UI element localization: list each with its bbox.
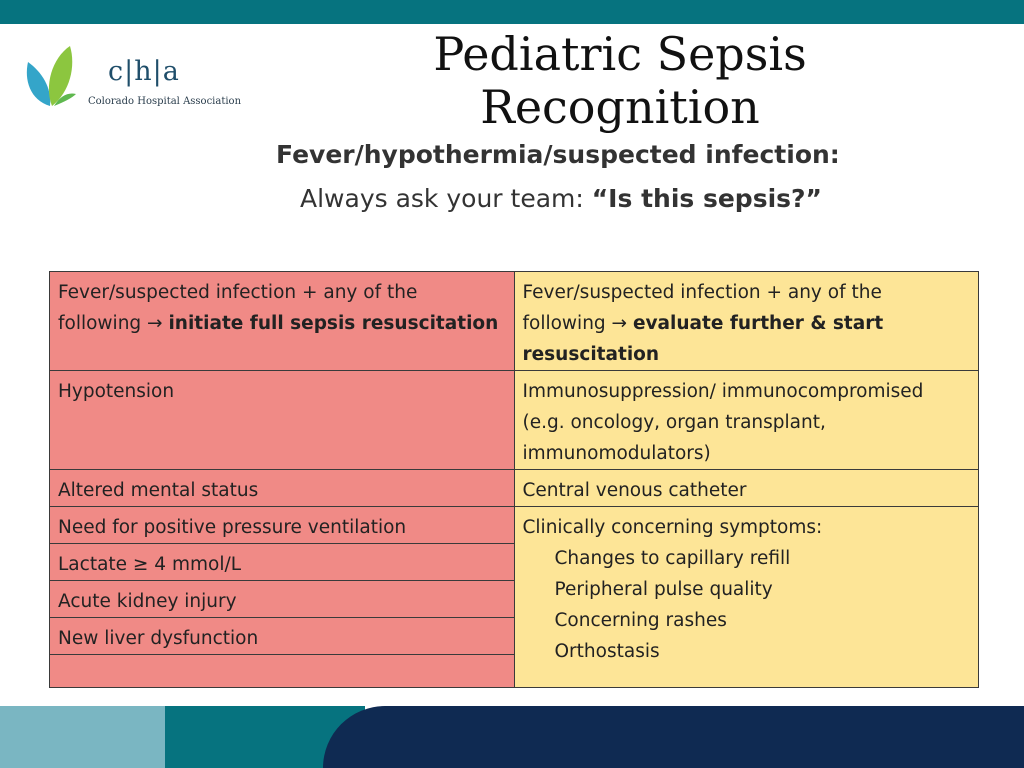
cha-logo	[24, 44, 242, 110]
sepsis-criteria-table	[49, 271, 979, 688]
left-item-new-liver-dysfunction: New liver dysfunction	[50, 618, 515, 655]
team-prompt	[300, 184, 822, 213]
right-header-cell	[514, 272, 979, 371]
footer-band-light	[0, 706, 165, 768]
table-row	[50, 470, 979, 507]
right-symptoms-cell	[514, 507, 979, 688]
left-header-prefix: Fever/suspected infection + any of the following →	[58, 282, 418, 334]
prompt-prefix: Always ask your team:	[300, 184, 592, 213]
table-row	[50, 371, 979, 470]
table-header-row	[50, 272, 979, 371]
left-item-hypotension: Hypotension	[50, 371, 515, 470]
table-row	[50, 507, 979, 544]
left-item-positive-pressure-ventilation: Need for positive pressure ventilation	[50, 507, 515, 544]
logo-wordmark: c|h|a	[108, 56, 180, 87]
left-item-altered-mental-status: Altered mental status	[50, 470, 515, 507]
left-item-acute-kidney-injury: Acute kidney injury	[50, 581, 515, 618]
right-header-emphasis: evaluate further & start resuscitation	[522, 313, 884, 365]
symptom-item: Orthostasis	[554, 641, 660, 662]
footer-band-navy	[323, 706, 1024, 768]
symptom-item: Concerning rashes	[554, 610, 727, 631]
symptom-item: Peripheral pulse quality	[554, 579, 773, 600]
right-item-immunosuppression: Immunosuppression/ immunocompromised (e.g. oncology, organ transplant, immunomodulators)	[514, 371, 979, 470]
logo-org-name: Colorado Hospital Association	[88, 96, 242, 107]
left-header-emphasis: initiate full sepsis resuscitation	[168, 313, 499, 334]
right-header-prefix: Fever/suspected infection + any of the following →	[522, 282, 882, 334]
left-item-lactate: Lactate ≥ 4 mmol/L	[50, 544, 515, 581]
slide-title: Pediatric Sepsis Recognition	[433, 27, 807, 134]
symptom-item: Changes to capillary refill	[554, 548, 791, 569]
symptoms-label: Clinically concerning symptoms:	[522, 517, 823, 538]
left-header-cell	[50, 272, 515, 371]
right-item-central-venous-catheter: Central venous catheter	[514, 470, 979, 507]
slide-subtitle: Fever/hypothermia/suspected infection:	[276, 140, 840, 169]
left-empty-cell	[50, 655, 515, 688]
prompt-question: “Is this sepsis?”	[591, 184, 822, 213]
leaf-logo-icon	[24, 44, 84, 110]
top-bar	[0, 0, 1024, 24]
